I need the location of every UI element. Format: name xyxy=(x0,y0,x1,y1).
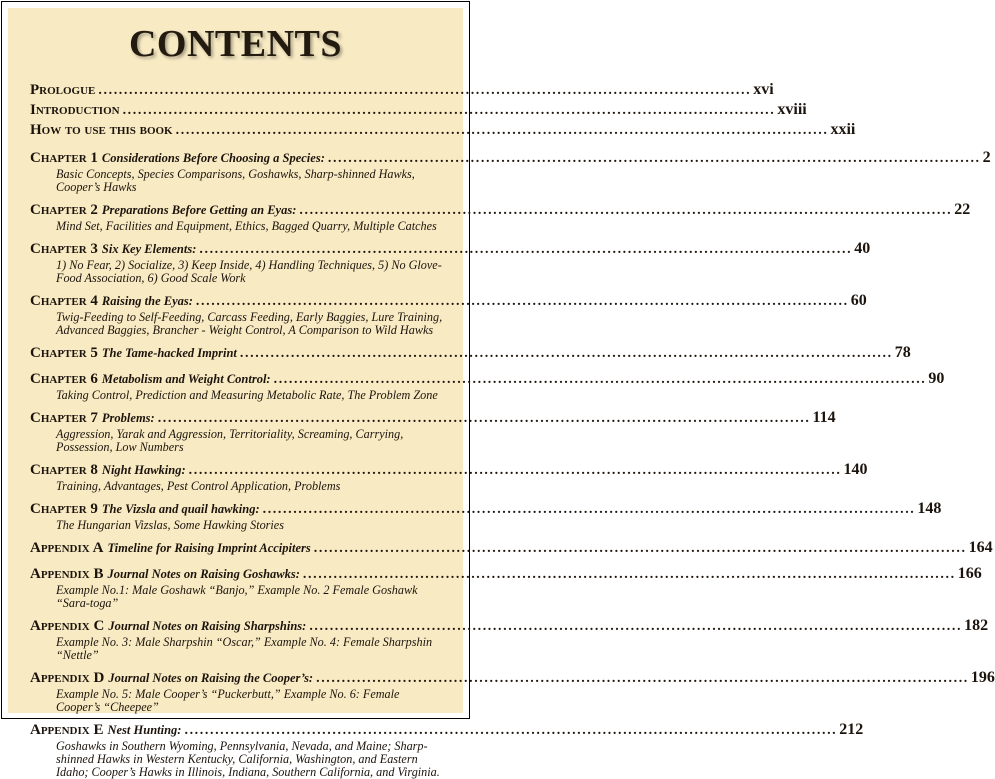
toc-entry-appendix-b[interactable] xyxy=(30,564,982,610)
toc-page-number: 140 xyxy=(843,461,868,478)
toc-entry-description: Goshawks in Southern Wyoming, Pennsylvania, Nevada, and Maine; Sharp-shinned Hawks in Western Kentucky, California, Washington, and Eastern Idaho; Cooper’s Hawks in Illinois, Indiana, Southern California, and Virginia. xyxy=(56,739,440,779)
toc-entry-label: Appendix B xyxy=(30,566,104,582)
toc-entry-label: Appendix C xyxy=(30,618,105,634)
leader-dots xyxy=(328,149,981,168)
toc-page-number: 90 xyxy=(928,370,945,387)
toc-entry-label: Introduction xyxy=(30,102,120,118)
toc-entry-chapter-4[interactable] xyxy=(30,291,867,337)
toc-entry-chapter-9[interactable] xyxy=(30,499,942,532)
toc-entry-chapter-2[interactable] xyxy=(30,200,971,233)
toc-entry-description: Aggression, Yarak and Aggression, Territoriality, Screaming, Carrying, Possession, Low Numbers xyxy=(56,427,404,454)
toc-page-number: 40 xyxy=(854,240,871,257)
leader-dots xyxy=(303,565,956,584)
toc-page-number: 60 xyxy=(850,292,867,309)
toc-entry-title: Considerations Before Choosing a Species: xyxy=(101,151,325,165)
toc-entry-chapter-1[interactable] xyxy=(30,148,991,194)
toc-entry-title: Six Key Elements: xyxy=(101,242,197,256)
toc-page-number: 114 xyxy=(812,409,836,426)
toc-entry-title: The Vizsla and quail hawking: xyxy=(101,502,260,516)
toc-entry-label: Chapter 4 xyxy=(30,293,98,309)
toc-page-number: 182 xyxy=(964,617,989,634)
toc-entry-description: The Hungarian Vizslas, Some Hawking Stories xyxy=(56,518,284,532)
toc-page-number: xxii xyxy=(830,121,856,138)
toc-entry-chapter-6[interactable] xyxy=(30,369,945,402)
toc-entry-appendix-d[interactable] xyxy=(30,668,995,714)
toc-entry-label: Chapter 8 xyxy=(30,462,98,478)
toc-entry-chapter-3[interactable] xyxy=(30,239,871,285)
leader-dots xyxy=(274,370,927,389)
toc-entry-how-to-use[interactable] xyxy=(30,120,856,140)
toc-entry-description: 1) No Fear, 2) Socialize, 3) Keep Inside, 4) Handling Techniques, 5) No Glove-Food Association, 6) Good Scale Work xyxy=(56,258,442,285)
toc-entry-description: Example No. 5: Male Cooper’s “Puckerbutt,” Example No. 6: Female Cooper’s “Cheepee” xyxy=(56,687,400,714)
toc-entry-label: Chapter 7 xyxy=(30,410,98,426)
toc-entry-appendix-a[interactable] xyxy=(30,538,993,558)
toc-entry-chapter-8[interactable] xyxy=(30,460,868,493)
toc-entry-title: Timeline for Raising Imprint Accipiters xyxy=(107,541,311,555)
leader-dots xyxy=(299,201,952,220)
toc-entry-label: Chapter 5 xyxy=(30,345,98,361)
toc-entry-label: Prologue xyxy=(30,82,96,98)
toc-entry-appendix-e[interactable] xyxy=(30,720,864,779)
toc-page-number: 164 xyxy=(968,539,993,556)
toc-page-number: 2 xyxy=(982,149,991,166)
leader-dots xyxy=(176,121,829,140)
toc-entry-description: Example No. 3: Male Sharpshin “Oscar,” Example No. 4: Female Sharpshin “Nettle” xyxy=(56,635,433,662)
toc-entry-description: Example No.1: Male Goshawk “Banjo,” Example No. 2 Female Goshawk “Sara-toga” xyxy=(56,583,418,610)
leader-dots xyxy=(240,344,893,363)
toc-entry-label: Appendix D xyxy=(30,670,105,686)
toc-entry-appendix-c[interactable] xyxy=(30,616,989,662)
leader-dots xyxy=(199,240,852,259)
toc-entry-chapter-7[interactable] xyxy=(30,408,836,454)
leader-dots xyxy=(123,101,776,120)
leader-dots xyxy=(196,292,849,311)
toc-page-number: 78 xyxy=(894,344,911,361)
toc-entry-description: Twig-Feeding to Self-Feeding, Carcass Feeding, Early Baggies, Lure Training, Advanced Baggies, Brancher - Weight Control, A Comparison to Wild Hawks xyxy=(56,310,443,337)
toc-entry-title: Journal Notes on Raising the Cooper’s: xyxy=(108,671,314,685)
toc-entry-title: Raising the Eyas: xyxy=(101,294,193,308)
leader-dots xyxy=(309,617,962,636)
toc-entry-title: Preparations Before Getting an Eyas: xyxy=(101,203,297,217)
toc-entry-description: Training, Advantages, Pest Control Application, Problems xyxy=(56,479,341,493)
leader-dots xyxy=(184,721,837,740)
table-of-contents xyxy=(30,80,995,779)
leader-dots xyxy=(314,539,967,558)
toc-entry-title: Journal Notes on Raising Goshawks: xyxy=(107,567,300,581)
toc-entry-description: Taking Control, Prediction and Measuring Metabolic Rate, The Problem Zone xyxy=(56,388,438,402)
leader-dots xyxy=(316,669,969,688)
toc-entry-chapter-5[interactable] xyxy=(30,343,911,363)
toc-entry-description: Mind Set, Facilities and Equipment, Ethics, Bagged Quarry, Multiple Catches xyxy=(56,219,437,233)
toc-page-number: 212 xyxy=(839,721,864,738)
leader-dots xyxy=(189,461,842,480)
page-title: CONTENTS xyxy=(128,23,343,65)
contents-page xyxy=(8,8,995,779)
toc-entry-label: Chapter 2 xyxy=(30,202,98,218)
toc-entry-label: Chapter 3 xyxy=(30,241,98,257)
toc-page-number: 166 xyxy=(957,565,982,582)
toc-entry-title: Journal Notes on Raising Sharpshins: xyxy=(108,619,307,633)
toc-page-number: 148 xyxy=(917,500,942,517)
toc-entry-introduction[interactable] xyxy=(30,100,807,120)
toc-entry-label: Chapter 1 xyxy=(30,150,98,166)
toc-page-number: 22 xyxy=(954,201,971,218)
toc-entry-label: Appendix A xyxy=(30,540,104,556)
toc-entry-title: Problems: xyxy=(101,411,155,425)
toc-entry-description: Basic Concepts, Species Comparisons, Goshawks, Sharp-shinned Hawks, Cooper’s Hawks xyxy=(56,167,415,194)
toc-entry-label: Chapter 6 xyxy=(30,371,98,387)
toc-entry-label: Chapter 9 xyxy=(30,501,98,517)
toc-entry-label: Appendix E xyxy=(30,722,104,738)
toc-entry-title: Night Hawking: xyxy=(101,463,186,477)
toc-entry-label: How to use this book xyxy=(30,122,173,138)
page-frame xyxy=(1,1,995,779)
toc-page-number: xvi xyxy=(753,81,774,98)
toc-entry-title: Nest Hunting: xyxy=(107,723,182,737)
toc-entry-prologue[interactable] xyxy=(30,80,774,100)
leader-dots xyxy=(263,500,916,519)
toc-page-number: xviii xyxy=(777,101,807,118)
toc-entry-title: The Tame-hacked Imprint xyxy=(101,346,237,360)
leader-dots xyxy=(158,409,811,428)
leader-dots xyxy=(98,81,751,100)
toc-page-number: 196 xyxy=(970,669,995,686)
toc-entry-title: Metabolism and Weight Control: xyxy=(101,372,271,386)
